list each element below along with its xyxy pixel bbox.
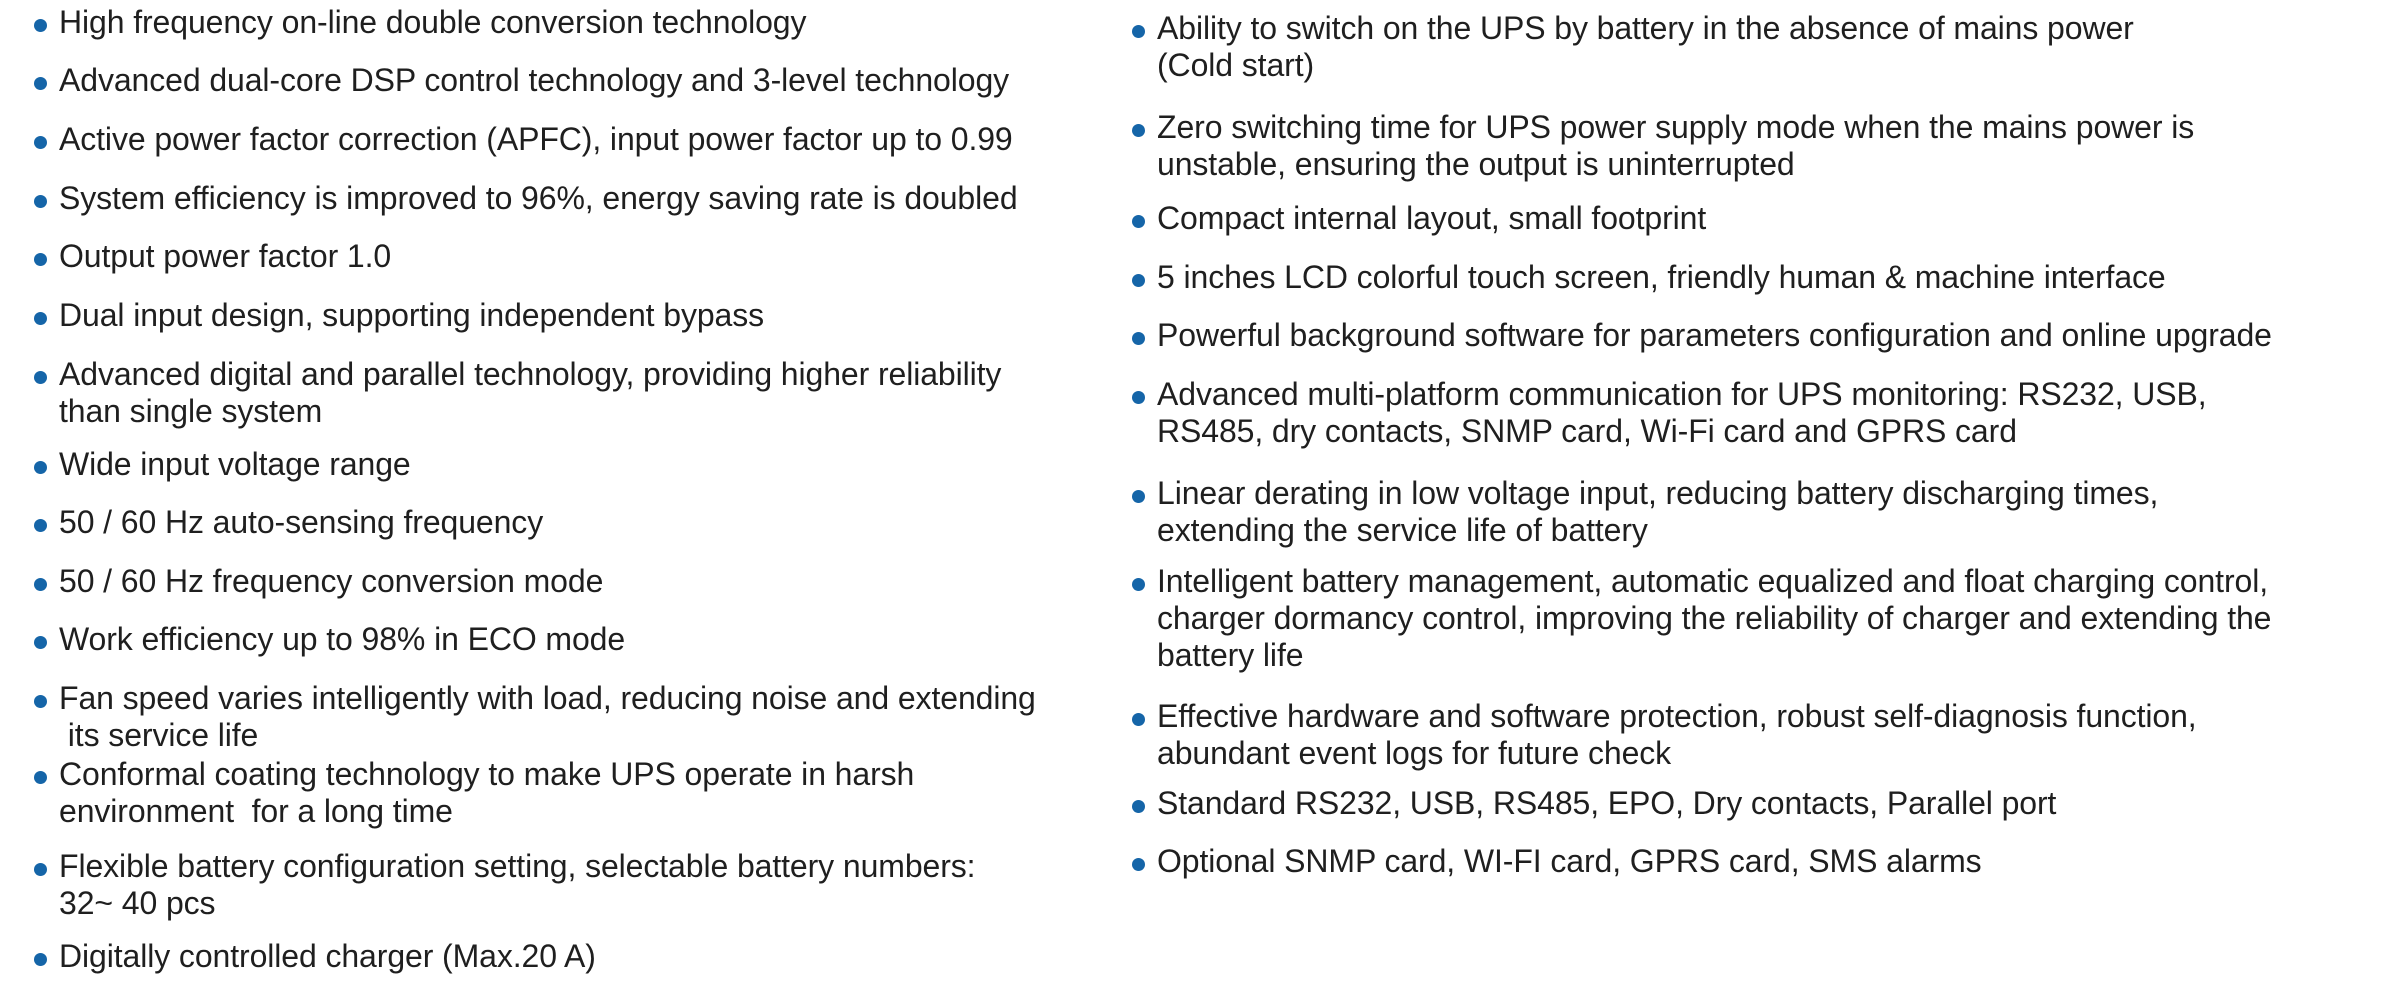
list-item [1132, 109, 2194, 183]
feature-text: 50 / 60 Hz auto-sensing frequency [59, 504, 544, 540]
feature-text: Work efficiency up to 98% in ECO mode [59, 621, 626, 657]
list-item [1132, 698, 2197, 772]
list-item [34, 62, 1009, 99]
bullet-dot-icon [1132, 391, 1145, 404]
feature-text: Dual input design, supporting independent bypass [59, 297, 765, 333]
feature-text: 5 inches LCD colorful touch screen, friendly human & machine interface [1157, 259, 2166, 295]
list-item [1132, 843, 1982, 880]
bullet-dot-icon [1132, 490, 1145, 503]
list-item [34, 4, 806, 41]
feature-text: Linear derating in low voltage input, reducing battery discharging times, extending the service life of battery [1157, 475, 2159, 548]
feature-text: Ability to switch on the UPS by battery in the absence of mains power (Cold start) [1157, 10, 2134, 83]
bullet-dot-icon [34, 371, 47, 384]
feature-text: Wide input voltage range [59, 446, 411, 482]
list-item [34, 621, 625, 658]
feature-text: Flexible battery configuration setting, selectable battery numbers: 32~ 40 pcs [59, 848, 976, 921]
bullet-dot-icon [1132, 215, 1145, 228]
list-item [34, 563, 603, 600]
bullet-dot-icon [1132, 25, 1145, 38]
bullet-dot-icon [1132, 274, 1145, 287]
bullet-dot-icon [1132, 124, 1145, 137]
bullet-dot-icon [34, 19, 47, 32]
list-item [34, 938, 596, 975]
feature-text: Compact internal layout, small footprint [1157, 200, 1707, 236]
bullet-dot-icon [1132, 800, 1145, 813]
bullet-dot-icon [34, 578, 47, 591]
feature-text: High frequency on-line double conversion technology [59, 4, 807, 40]
feature-text: Standard RS232, USB, RS485, EPO, Dry contacts, Parallel port [1157, 785, 2057, 821]
bullet-dot-icon [34, 953, 47, 966]
bullet-dot-icon [1132, 713, 1145, 726]
list-item [34, 121, 1013, 158]
list-item [1132, 376, 2207, 450]
feature-text: Advanced digital and parallel technology, providing higher reliability than single system [59, 356, 1002, 429]
bullet-dot-icon [34, 695, 47, 708]
bullet-dot-icon [1132, 578, 1145, 591]
feature-text: Powerful background software for parameters configuration and online upgrade [1157, 317, 2272, 353]
list-item [1132, 475, 2158, 549]
list-item [34, 180, 1018, 217]
bullet-dot-icon [1132, 858, 1145, 871]
bullet-dot-icon [34, 136, 47, 149]
list-item [34, 356, 1001, 430]
bullet-dot-icon [34, 771, 47, 784]
list-item [34, 446, 411, 483]
list-item [1132, 10, 2134, 84]
list-item [34, 504, 543, 541]
feature-text: Fan speed varies intelligently with load, reducing noise and extending its service life [59, 680, 1036, 753]
list-item [1132, 563, 2271, 674]
bullet-dot-icon [34, 195, 47, 208]
feature-text: Conformal coating technology to make UPS operate in harsh environment for a long time [59, 756, 915, 829]
list-item [1132, 200, 1706, 237]
feature-text: 50 / 60 Hz frequency conversion mode [59, 563, 604, 599]
list-item [1132, 259, 2166, 296]
bullet-dot-icon [34, 77, 47, 90]
feature-text: Zero switching time for UPS power supply mode when the mains power is unstable, ensuring the output is uninterrupted [1157, 109, 2195, 182]
list-item [34, 848, 975, 922]
list-item [34, 238, 391, 275]
feature-text: Intelligent battery management, automatic equalized and float charging control, charger dormancy control, improving the reliability of charger and extending the battery life [1157, 563, 2272, 673]
feature-text: Optional SNMP card, WI-FI card, GPRS card, SMS alarms [1157, 843, 1982, 879]
bullet-dot-icon [34, 461, 47, 474]
feature-text: Advanced dual-core DSP control technology and 3-level technology [59, 62, 1010, 98]
list-item [1132, 785, 2056, 822]
feature-text: Active power factor correction (APFC), input power factor up to 0.99 [59, 121, 1013, 157]
bullet-dot-icon [34, 863, 47, 876]
feature-text: Digitally controlled charger (Max.20 A) [59, 938, 596, 974]
list-item [34, 297, 764, 334]
feature-text: System efficiency is improved to 96%, energy saving rate is doubled [59, 180, 1018, 216]
bullet-dot-icon [34, 312, 47, 325]
bullet-dot-icon [34, 253, 47, 266]
bullet-dot-icon [1132, 332, 1145, 345]
list-item [1132, 317, 2272, 354]
list-item [34, 680, 1036, 754]
feature-text: Effective hardware and software protection, robust self-diagnosis function, abundant event logs for future check [1157, 698, 2197, 771]
bullet-dot-icon [34, 636, 47, 649]
feature-text: Advanced multi-platform communication for UPS monitoring: RS232, USB, RS485, dry contacts, SNMP card, Wi-Fi card and GPRS card [1157, 376, 2207, 449]
list-item [34, 756, 914, 830]
feature-text: Output power factor 1.0 [59, 238, 392, 274]
bullet-dot-icon [34, 519, 47, 532]
